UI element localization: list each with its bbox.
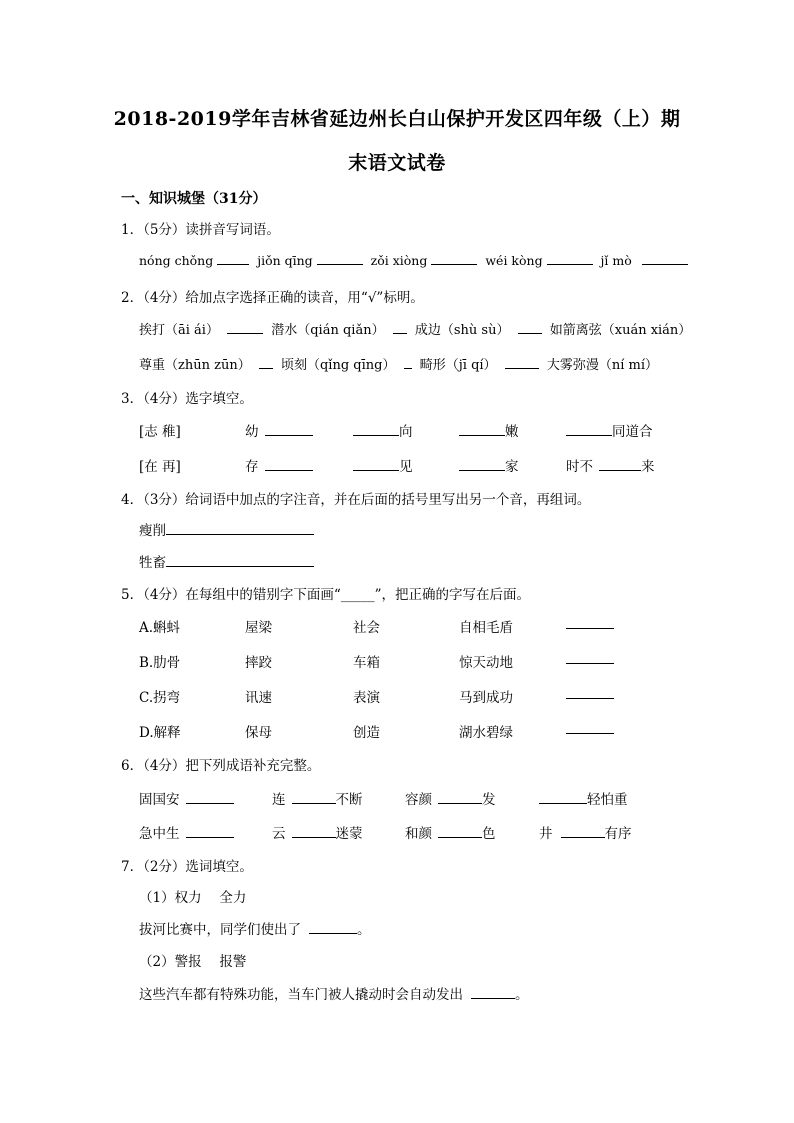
answer-blank[interactable] <box>317 252 363 265</box>
question-5-prompt: 5．（4分）在每组中的错别字下面画“_____”，把正确的字写在后面。 <box>121 587 530 603</box>
question-7-sub-2-sentence <box>139 983 529 1003</box>
answer-blank[interactable] <box>309 921 357 934</box>
question-1-prompt: 1．（5分）读拼音写词语。 <box>121 222 280 238</box>
idiom-part: 井 <box>539 826 553 842</box>
word-option: A.蝌蚪 <box>139 620 181 636</box>
fill-word: 向 <box>399 424 413 440</box>
char-choices: [志 稚] <box>139 424 181 440</box>
answer-blank[interactable] <box>471 986 515 999</box>
section-heading: 一、知识城堡（31分） <box>121 191 267 207</box>
word-option: 保母 <box>245 725 272 741</box>
question-7-prompt: 7．（2分）选词填空。 <box>121 859 253 875</box>
reading-choice: 畸形（jī qí） <box>419 358 497 373</box>
word-option: 讯速 <box>245 690 272 706</box>
word-option: 创造 <box>353 725 380 741</box>
reading-choice: 潜水（qián qiǎn） <box>271 323 385 338</box>
answer-blank[interactable] <box>292 791 336 804</box>
answer-blank[interactable] <box>186 825 234 838</box>
word-option: 屋梁 <box>245 620 272 636</box>
question-7-sub-1-sentence <box>139 918 371 938</box>
answer-blank[interactable] <box>566 721 614 734</box>
answer-blank[interactable] <box>459 423 505 436</box>
question-4-item-2 <box>139 551 314 571</box>
answer-blank[interactable] <box>642 252 688 265</box>
answer-blank[interactable] <box>217 252 249 265</box>
reading-choice: 如箭离弦（xuán xián） <box>549 323 692 338</box>
idiom-part: 色 <box>482 826 496 842</box>
answer-blank[interactable] <box>393 321 407 334</box>
pinyin-item: jiǒn qīng <box>257 253 313 268</box>
fill-word: 嫩 <box>505 424 519 440</box>
answer-blank[interactable] <box>353 458 399 471</box>
question-4-prompt: 4．（3分）给词语中加点的字注音，并在后面的括号里写出另一个音，再组词。 <box>121 492 591 508</box>
answer-blank[interactable] <box>561 825 605 838</box>
sentence-text: 这些汽车都有特殊功能，当车门被人撬动时会自动发出 <box>139 987 463 1003</box>
answer-blank[interactable] <box>186 791 234 804</box>
pinyin-item: wéi kòng <box>485 253 543 268</box>
answer-blank[interactable] <box>404 356 412 369</box>
question-7-sub-1-options: （1）权力 全力 <box>139 890 247 906</box>
question-1-pinyin-row <box>139 252 688 268</box>
fill-word: 时不 <box>566 459 593 475</box>
answer-blank[interactable] <box>539 791 587 804</box>
word-option: 车箱 <box>353 655 380 671</box>
answer-blank[interactable] <box>505 356 539 369</box>
idiom-part: 有序 <box>604 826 632 842</box>
sentence-text: 拔河比赛中，同学们使出了 <box>139 922 301 938</box>
reading-choice: 挨打（āi ái） <box>139 323 219 338</box>
word-option: B.肋骨 <box>139 655 181 671</box>
char-choices: [在 再] <box>139 459 181 475</box>
fill-word: 幼 <box>245 424 259 440</box>
pinyin-item: jǐ mò <box>600 253 632 268</box>
answer-blank[interactable] <box>431 252 477 265</box>
question-2-row-2 <box>139 354 658 373</box>
answer-blank[interactable] <box>438 825 482 838</box>
word-option: 自相毛盾 <box>459 620 513 636</box>
word-option: 惊天动地 <box>459 655 513 671</box>
pinyin-item: nóng chǒng <box>139 253 214 268</box>
idiom-part: 云 <box>272 826 286 842</box>
word-option: 马到成功 <box>459 690 513 706</box>
idiom-part: 发 <box>482 792 496 808</box>
idiom-part: 急中生 <box>139 826 180 842</box>
exam-title-line-2: 末语文试卷 <box>348 152 446 174</box>
idiom-part: 轻怕重 <box>587 792 628 808</box>
answer-blank[interactable] <box>265 458 313 471</box>
fill-word: 见 <box>399 459 413 475</box>
question-6-prompt: 6．（4分）把下列成语补充完整。 <box>121 758 321 774</box>
answer-blank[interactable] <box>459 458 505 471</box>
answer-blank[interactable] <box>438 791 482 804</box>
fill-word: 同道合 <box>612 424 653 440</box>
fill-word: 家 <box>505 459 519 475</box>
reading-choice: 尊重（zhūn zūn） <box>139 358 251 373</box>
answer-blank[interactable] <box>166 522 314 535</box>
idiom-part: 迷蒙 <box>335 826 363 842</box>
exam-title-line-1: 2018-2019学年吉林省延边州长白山保护开发区四年级（上）期 <box>113 108 681 130</box>
answer-blank[interactable] <box>566 423 612 436</box>
pinyin-item: zǒi xiòng <box>370 253 428 268</box>
word-with-dotted-char: 瘦削 <box>139 523 166 539</box>
word-option: 湖水碧绿 <box>459 725 513 741</box>
answer-blank[interactable] <box>566 686 614 699</box>
word-option: C.拐弯 <box>139 690 181 706</box>
answer-blank[interactable] <box>518 321 542 334</box>
idiom-part: 容颜 <box>405 792 432 808</box>
sentence-end: 。 <box>357 922 371 938</box>
answer-blank[interactable] <box>599 458 641 471</box>
answer-blank[interactable] <box>292 825 336 838</box>
answer-blank[interactable] <box>166 554 314 567</box>
question-7-sub-2-options: （2）警报 报警 <box>139 954 247 970</box>
reading-choice: 大雾弥漫（ní mí） <box>546 358 658 373</box>
question-2-prompt: 2．（4分）给加点字选择正确的读音，用“√”标明。 <box>121 290 424 306</box>
question-3-prompt: 3．（4分）选字填空。 <box>121 391 253 407</box>
idiom-part: 不断 <box>335 792 363 808</box>
idiom-part: 固国安 <box>139 792 180 808</box>
sentence-end: 。 <box>515 987 529 1003</box>
answer-blank[interactable] <box>265 423 313 436</box>
reading-choice: 成边（shù sù） <box>414 323 510 338</box>
question-4-item-1 <box>139 519 314 539</box>
idiom-part: 和颜 <box>405 826 432 842</box>
idiom-part: 连 <box>272 792 286 808</box>
answer-blank[interactable] <box>566 616 614 629</box>
reading-choice: 顷刻（qǐng qīng） <box>280 358 396 373</box>
word-option: 表演 <box>353 690 380 706</box>
answer-blank[interactable] <box>353 423 399 436</box>
word-option: D.解释 <box>139 725 181 741</box>
word-option: 摔跤 <box>245 655 272 671</box>
word-option: 社会 <box>353 620 380 636</box>
word-with-dotted-char: 牲畜 <box>139 555 166 571</box>
answer-blank[interactable] <box>547 252 593 265</box>
question-2-row-1 <box>139 319 691 338</box>
answer-blank[interactable] <box>566 651 614 664</box>
fill-word: 存 <box>245 459 259 475</box>
fill-word: 来 <box>641 459 655 475</box>
answer-blank[interactable] <box>259 356 273 369</box>
answer-blank[interactable] <box>227 321 263 334</box>
